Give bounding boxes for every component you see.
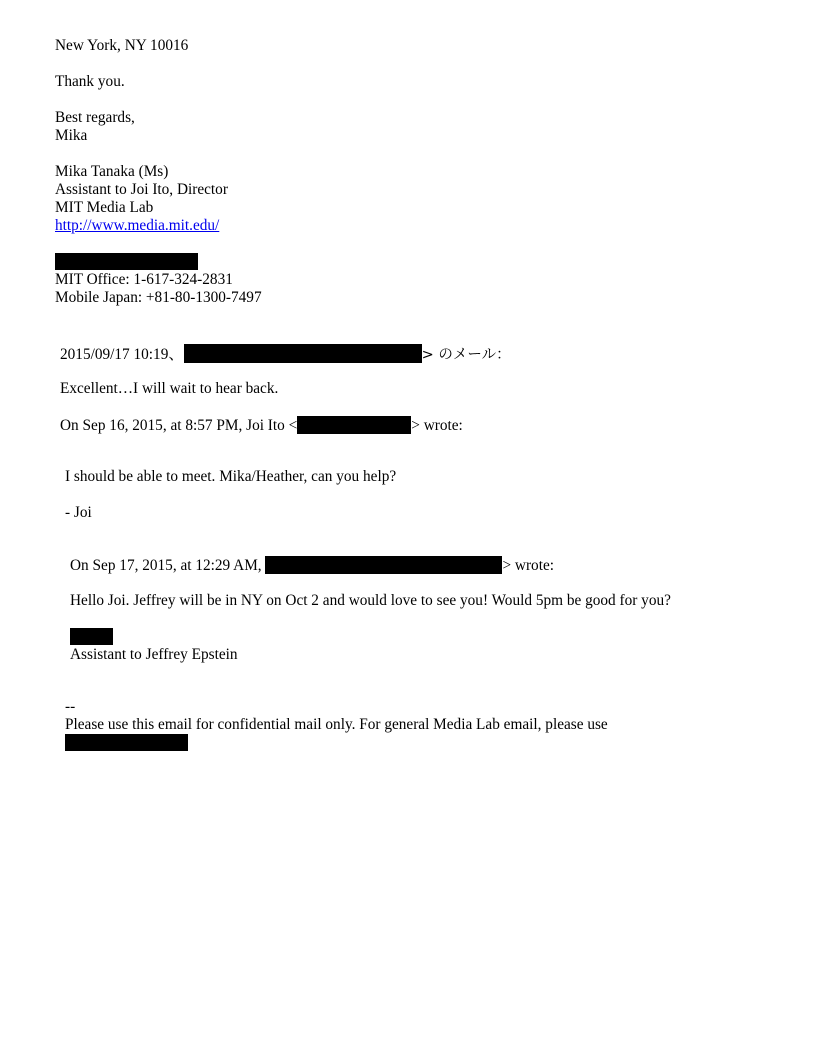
quote2-header-suffix: > wrote: [411,417,463,434]
redaction-block [184,344,422,363]
redaction-block [55,253,198,270]
quote3-header [70,556,554,575]
redaction-block [70,628,113,645]
website-link-line [55,217,219,235]
quote2-body: I should be able to meet. Mika/Heather, can you help? [65,468,397,485]
quote1-body: Excellent…I will wait to hear back. [60,380,279,397]
quote3-header-suffix: > wrote: [502,557,554,574]
mobile-phone: Mobile Japan: +81-80-1300-7497 [55,289,262,306]
quote1-header-suffix: > のメール： [421,347,511,363]
short-name: Mika [55,127,88,144]
thanks-line: Thank you. [55,73,125,90]
closing-line: Best regards, [55,109,135,126]
footer-notice: Please use this email for confidential mail only. For general Media Lab email, please use [65,716,608,733]
full-name: Mika Tanaka (Ms) [55,163,169,180]
quote1-header [60,344,511,364]
job-title: Assistant to Joi Ito, Director [55,181,228,198]
quote3-header-prefix: On Sep 17, 2015, at 12:29 AM, [70,557,266,574]
office-phone: MIT Office: 1-617-324-2831 [55,271,233,288]
redaction-block [297,416,411,434]
website-link[interactable]: http://www.media.mit.edu/ [55,217,220,234]
quote2-header [60,416,463,435]
redaction-block [265,556,502,574]
redaction-block [65,734,188,751]
address-city: New York, NY 10016 [55,37,189,54]
organization: MIT Media Lab [55,199,154,216]
quote1-header-date: 2015/09/17 10:19、 [60,346,184,363]
quote2-sign: - Joi [65,504,92,521]
quote3-body: Hello Joi. Jeffrey will be in NY on Oct 2 and would love to see you! Would 5pm be good for you? [70,592,671,609]
quote2-header-prefix: On Sep 16, 2015, at 8:57 PM, Joi Ito < [60,417,298,434]
quote3-sign-title: Assistant to Jeffrey Epstein [70,646,238,663]
footer-separator: -- [65,698,76,715]
